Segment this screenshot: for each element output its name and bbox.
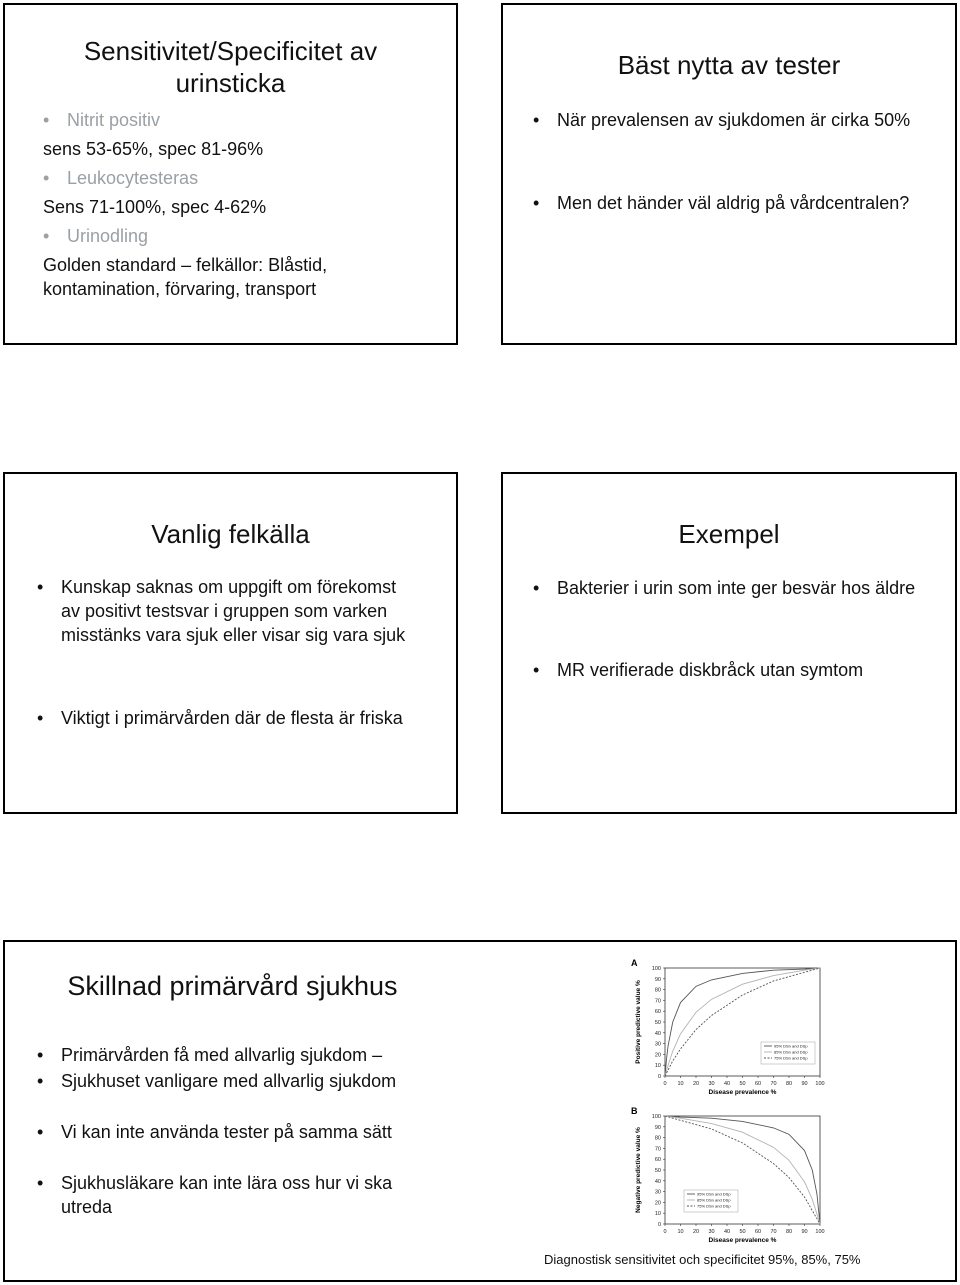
bullet-icon: • <box>37 1173 44 1193</box>
bullet-icon: • <box>533 193 540 213</box>
x-tick-label: 100 <box>815 1229 825 1235</box>
bullet-item <box>37 1043 437 1067</box>
y-tick-label: 30 <box>654 1189 661 1196</box>
bullet-text: Vi kan inte använda tester på samma sätt <box>61 1122 392 1142</box>
bullet-item <box>37 575 417 647</box>
bullet-text: Primärvården få med allvarlig sjukdom – <box>61 1045 383 1065</box>
bullet-label: Urinodling <box>67 226 149 246</box>
bullet-detail: Golden standard – felkällor: Blåstid, kontamination, förvaring, transport <box>43 255 328 299</box>
x-tick-label: 90 <box>801 1081 808 1087</box>
x-tick-label: 20 <box>692 1229 700 1235</box>
x-tick-label: 40 <box>723 1081 731 1087</box>
bullet-icon: • <box>37 708 44 728</box>
bullet-icon: • <box>37 1045 44 1065</box>
x-tick-label: 70 <box>770 1229 777 1235</box>
bullet-icon: • <box>533 660 540 680</box>
x-tick-label: 60 <box>754 1229 762 1235</box>
bullet-text: Men det händer väl aldrig på vårdcentralen? <box>557 193 910 213</box>
x-tick-label: 80 <box>785 1081 793 1087</box>
y-tick-label: 60 <box>654 1157 661 1164</box>
y-axis-label: Negative predictive value % <box>635 1127 642 1213</box>
x-tick-label: 20 <box>692 1081 700 1087</box>
bullet-icon: • <box>43 168 50 188</box>
panel-label: A <box>631 958 638 968</box>
bullet-text: Sjukhusläkare kan inte lära oss hur vi ska utreda <box>61 1173 393 1217</box>
y-tick-label: 30 <box>654 1041 661 1048</box>
slide-skillnad <box>3 940 957 1282</box>
y-tick-label: 40 <box>654 1030 661 1037</box>
slide-title: Skillnad primärvård sjukhus <box>67 971 398 1001</box>
y-tick-label: 20 <box>654 1200 661 1207</box>
bullet-item <box>43 108 443 132</box>
slide-exempel <box>501 472 957 814</box>
x-tick-label: 30 <box>708 1229 715 1235</box>
y-tick-label: 50 <box>654 1020 661 1026</box>
bullet-item <box>43 224 443 248</box>
y-axis-label: Positive predictive value % <box>635 980 642 1064</box>
bullet-item <box>533 576 933 600</box>
slide-vanlig-felkalla <box>3 472 458 814</box>
y-tick-label: 10 <box>654 1063 661 1070</box>
x-tick-label: 10 <box>677 1081 684 1087</box>
y-tick-label: 70 <box>654 998 661 1005</box>
x-tick-label: 50 <box>739 1229 746 1235</box>
x-axis-label: Disease prevalence % <box>708 1237 777 1244</box>
bullet-item <box>37 1120 437 1144</box>
y-tick-label: 80 <box>654 987 661 994</box>
slide-title: Bäst nytta av tester <box>617 50 841 80</box>
ppv-chart <box>627 956 857 1106</box>
x-tick-label: 70 <box>770 1081 777 1087</box>
bullet-icon: • <box>37 1122 44 1142</box>
slide-title: Exempel <box>678 519 780 549</box>
bullet-label: Leukocytesteras <box>67 168 199 188</box>
bullet-item <box>37 1069 437 1093</box>
x-tick-label: 100 <box>815 1081 825 1087</box>
y-tick-label: 60 <box>654 1009 661 1016</box>
y-tick-label: 80 <box>654 1135 661 1142</box>
x-tick-label: 0 <box>663 1229 667 1235</box>
panel-label: B <box>631 1106 638 1116</box>
bullet-icon: • <box>37 1071 44 1091</box>
bullet-item <box>533 108 933 132</box>
bullet-text: Bakterier i urin som inte ger besvär hos äldre <box>557 578 916 598</box>
bullet-text: Kunskap saknas om uppgift om förekomst av positivt testsvar i gruppen som varken misstänks vara sjuk eller visar sig vara sjuk <box>61 577 406 645</box>
x-axis-label: Disease prevalence % <box>708 1089 777 1096</box>
legend-label: 95% DSn and DSp <box>697 1191 731 1197</box>
x-tick-label: 40 <box>723 1229 731 1235</box>
figure-caption: Diagnostisk sensitivitet och specificitet 95%, 85%, 75% <box>544 1252 861 1267</box>
bullet-item <box>533 191 933 215</box>
npv-chart <box>627 1104 857 1254</box>
legend-label: 85% DSn and DSp <box>774 1049 808 1055</box>
x-tick-label: 0 <box>663 1081 667 1087</box>
bullet-icon: • <box>533 110 540 130</box>
slide-title: Vanlig felkälla <box>151 519 310 549</box>
x-tick-label: 80 <box>785 1229 793 1235</box>
legend-label: 85% DSn and DSp <box>697 1197 731 1203</box>
bullet-detail: Sens 71-100%, spec 4-62% <box>43 197 267 217</box>
bullet-text: MR verifierade diskbråck utan symtom <box>557 660 864 680</box>
bullet-item <box>533 658 933 682</box>
y-tick-label: 90 <box>654 1124 661 1131</box>
bullet-icon: • <box>533 578 540 598</box>
y-tick-label: 90 <box>654 976 661 983</box>
legend-label: 95% DSn and DSp <box>774 1043 808 1049</box>
bullet-item <box>43 166 443 190</box>
y-tick-label: 0 <box>657 1222 661 1228</box>
y-tick-label: 20 <box>654 1052 661 1059</box>
bullet-icon: • <box>43 110 50 130</box>
slide-bast-nytta <box>501 3 957 345</box>
bullet-text: Viktigt i primärvården där de flesta är friska <box>61 708 403 728</box>
bullet-text: Sjukhuset vanligare med allvarlig sjukdom <box>61 1071 397 1091</box>
bullet-text: När prevalensen av sjukdomen är cirka 50% <box>557 110 911 130</box>
y-tick-label: 100 <box>651 966 661 972</box>
x-tick-label: 10 <box>677 1229 684 1235</box>
bullet-icon: • <box>37 577 44 597</box>
bullet-detail: sens 53-65%, spec 81-96% <box>43 139 264 159</box>
x-tick-label: 90 <box>801 1229 808 1235</box>
bullet-icon: • <box>43 226 50 246</box>
bullet-label: Nitrit positiv <box>67 110 161 130</box>
slide-title: Sensitivitet/Specificitet av urinsticka <box>83 36 378 98</box>
y-tick-label: 10 <box>654 1211 661 1218</box>
bullet-item <box>37 706 417 730</box>
slide-urinsticka <box>3 3 458 345</box>
y-tick-label: 50 <box>654 1168 661 1174</box>
bullet-item <box>37 1171 437 1219</box>
x-tick-label: 50 <box>739 1081 746 1087</box>
x-tick-label: 30 <box>708 1081 715 1087</box>
y-tick-label: 70 <box>654 1146 661 1153</box>
y-tick-label: 0 <box>657 1074 661 1080</box>
y-tick-label: 40 <box>654 1178 661 1185</box>
x-tick-label: 60 <box>754 1081 762 1087</box>
y-tick-label: 100 <box>651 1114 661 1120</box>
legend-label: 75% DSn and DSp <box>697 1203 731 1209</box>
legend-label: 75% DSn and DSp <box>774 1055 808 1061</box>
